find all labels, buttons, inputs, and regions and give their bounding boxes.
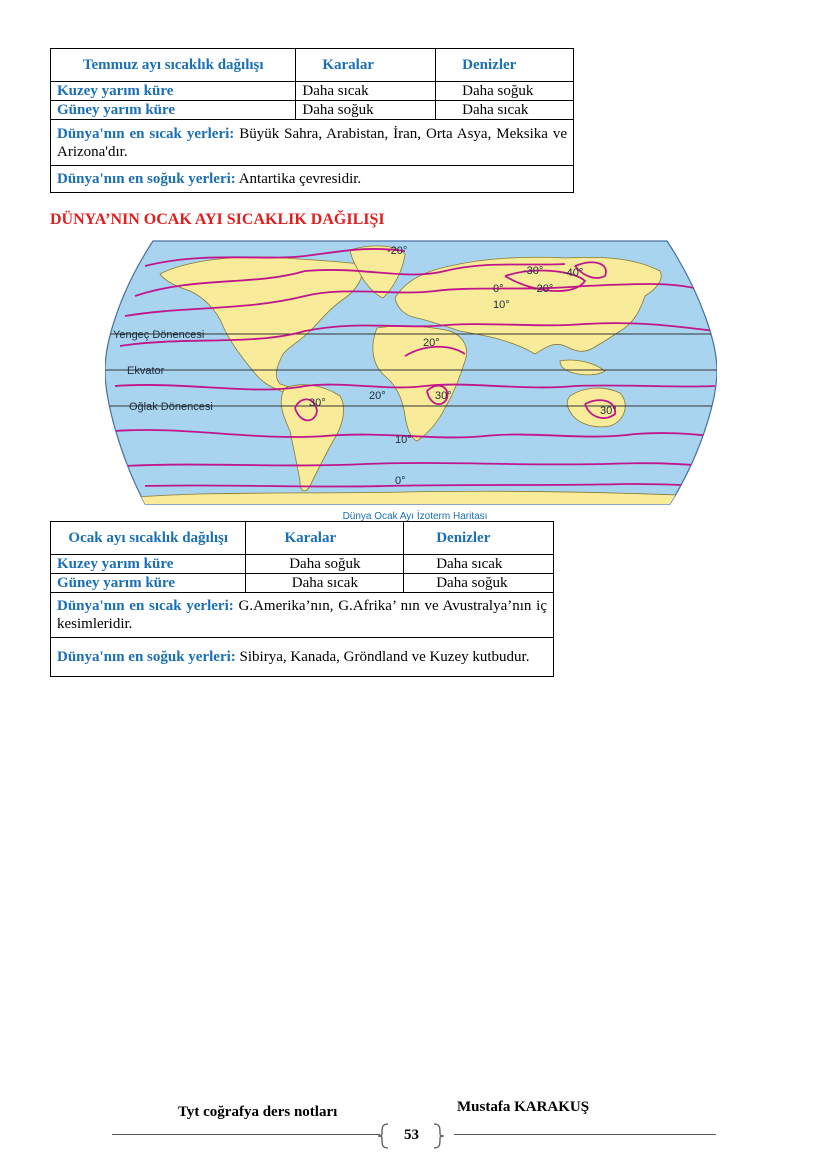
footer-divider-right bbox=[454, 1134, 716, 1135]
isotherm-label: 30° bbox=[435, 390, 452, 402]
header-cell: Karalar bbox=[296, 49, 436, 82]
coldest-text: Sibirya, Kanada, Gröndland ve Kuzey kutbudur. bbox=[235, 649, 530, 665]
hottest-label: Dünya'nın en sıcak yerleri: bbox=[57, 125, 235, 142]
table-cell: Daha soğuk bbox=[404, 574, 554, 593]
table-cell: Daha soğuk bbox=[296, 101, 436, 120]
isotherm-label: -20° bbox=[533, 283, 554, 295]
row-label: Kuzey yarım küre bbox=[51, 555, 246, 574]
hottest-text: Büyük Sahra, Arabistan, İran, Orta Asya, Meksika ve Arizona'dır. bbox=[57, 125, 567, 160]
section-title: DÜNYA’NIN OCAK AYI SICAKLIK DAĞILIŞI bbox=[50, 211, 385, 228]
isotherm-label: -20° bbox=[387, 245, 408, 257]
table-row bbox=[51, 574, 554, 593]
equator-label: Ekvator bbox=[127, 365, 165, 377]
hottest-text: G.Amerika’nın, G.Afrika’ nın ve Avustralya’nın iç kesimleridir. bbox=[57, 598, 547, 632]
table-cell: Daha sıcak bbox=[246, 574, 404, 593]
footer-course-title: Tyt coğrafya ders notları bbox=[178, 1104, 338, 1120]
row-label: Güney yarım küre bbox=[51, 574, 246, 593]
tropic-of-capricorn-label: Oğlak Dönencesi bbox=[129, 401, 213, 413]
coldest-places-cell bbox=[51, 638, 554, 677]
isotherm-label: 10° bbox=[395, 434, 412, 446]
footer-author: Mustafa KARAKUŞ bbox=[457, 1099, 590, 1115]
header-cell: Temmuz ayı sıcaklık dağılışı bbox=[51, 49, 296, 82]
table-row bbox=[51, 120, 574, 166]
page-number: 53 bbox=[404, 1127, 419, 1143]
hottest-places-cell bbox=[51, 120, 574, 166]
isotherm-label: 30° bbox=[600, 405, 617, 417]
isotherm-label: 0° bbox=[395, 475, 406, 487]
isotherm-map bbox=[105, 236, 717, 524]
map-caption: Dünya Ocak Ayı İzoterm Haritası bbox=[342, 511, 488, 522]
coldest-label: Dünya'nın en soğuk yerleri: bbox=[57, 649, 236, 665]
july-temperature-table bbox=[50, 48, 574, 193]
isotherm-label: 0° bbox=[493, 283, 504, 295]
table-cell: Daha sıcak bbox=[404, 555, 554, 574]
row-label: Güney yarım küre bbox=[51, 101, 296, 120]
table-row bbox=[51, 166, 574, 193]
header-cell: Denizler bbox=[404, 522, 554, 555]
table-cell: Daha sıcak bbox=[296, 82, 436, 101]
isotherm-label: 30° bbox=[309, 397, 326, 409]
table-row bbox=[51, 555, 554, 574]
isotherm-label: 10° bbox=[493, 299, 510, 311]
table-row bbox=[51, 638, 554, 677]
january-temperature-table bbox=[50, 521, 554, 677]
header-cell: Denizler bbox=[436, 49, 574, 82]
header-cell: Karalar bbox=[246, 522, 404, 555]
table-header-row bbox=[51, 49, 574, 82]
header-cell: Ocak ayı sıcaklık dağılışı bbox=[51, 522, 246, 555]
table-row bbox=[51, 82, 574, 101]
tropic-of-cancer-label: Yengeç Dönencesi bbox=[113, 329, 205, 341]
row-label: Kuzey yarım küre bbox=[51, 82, 296, 101]
isotherm-label: 20° bbox=[369, 390, 386, 402]
coldest-text: Antartika çevresidir. bbox=[235, 171, 362, 187]
isotherm-label: 20° bbox=[423, 337, 440, 349]
table-cell: Daha soğuk bbox=[246, 555, 404, 574]
table-row bbox=[51, 593, 554, 638]
hottest-places-cell bbox=[51, 593, 554, 638]
isotherm-label: -40° bbox=[563, 267, 584, 279]
coldest-label: Dünya'nın en soğuk yerleri: bbox=[57, 171, 236, 187]
table-cell: Daha sıcak bbox=[436, 101, 574, 120]
table-row bbox=[51, 101, 574, 120]
hottest-label: Dünya'nın en sıcak yerleri: bbox=[57, 598, 234, 614]
isotherm-label: -30° bbox=[523, 265, 544, 277]
coldest-places-cell bbox=[51, 166, 574, 193]
table-cell: Daha soğuk bbox=[436, 82, 574, 101]
footer-divider-left bbox=[112, 1134, 380, 1135]
table-header-row bbox=[51, 522, 554, 555]
